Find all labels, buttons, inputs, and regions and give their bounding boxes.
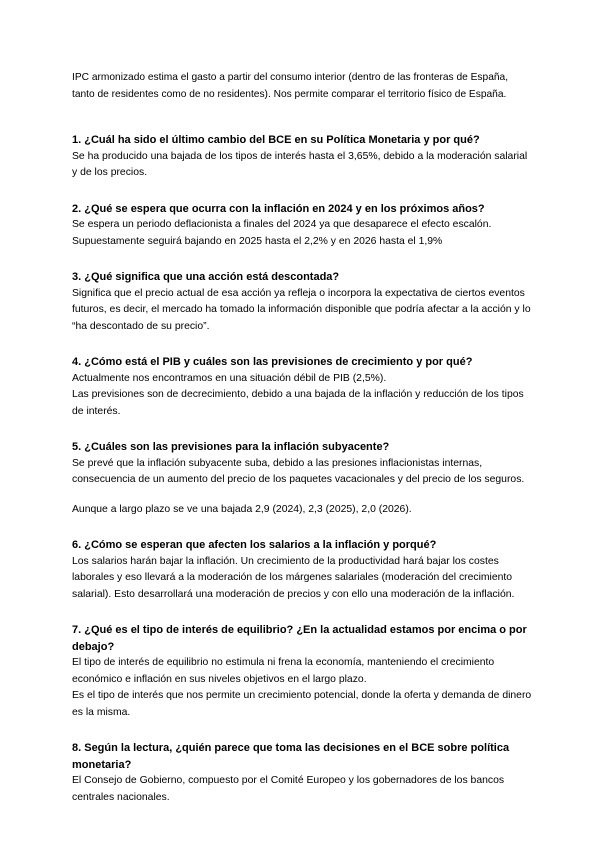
question-title: 8. Según la lectura, ¿quién parece que toma las decisiones en el BCE sobre política monetaria? xyxy=(72,742,510,771)
question-title: 6. ¿Cómo se esperan que afecten los salarios a la inflación y porqué? xyxy=(72,539,437,551)
question-answer: Los salarios harán bajar la inflación. Un crecimiento de la productividad hará bajar los costes laborales y eso llevará a la moderación de los márgenes salariales (moderación del crecimiento salarial). Esto desarrollará una moderación de precios y con ello una moderación de la inflación. xyxy=(72,555,515,600)
question-2 xyxy=(72,201,532,251)
question-title: 5. ¿Cuáles son las previsiones para la inflación subyacente? xyxy=(72,441,390,453)
question-answer: Se prevé que la inflación subyacente suba, debido a las presiones inflacionistas internas, consecuencia de un aumento del precio de los paquetes vacacionales y del precio de los seguros. xyxy=(72,457,525,485)
question-title: 4. ¿Cómo está el PIB y cuáles son las previsiones de crecimiento y por qué? xyxy=(72,356,473,368)
intro-paragraph: IPC armonizado estima el gasto a partir del consumo interior (dentro de las fronteras de España, tanto de residentes como de no residentes). Nos permite comparar el territorio físico de España. xyxy=(72,72,509,100)
question-title: 3. ¿Qué significa que una acción está descontada? xyxy=(72,271,340,283)
question-answer: El tipo de interés de equilibrio no estimula ni frena la economía, manteniendo el crecimiento económico e inflación en sus niveles objetivos en el largo plazo. xyxy=(72,657,495,685)
question-title: 2. ¿Qué se espera que ocurra con la inflación en 2024 y en los próximos años? xyxy=(72,202,485,215)
question-answer: Significa que el precio actual de esa acción ya refleja o incorpora la expectativa de ciertos eventos futuros, es decir, el mercado ha tomado la información disponible que podría afectar a la acción y lo “ha descontado de su precio”. xyxy=(72,287,531,332)
document-body xyxy=(72,70,532,806)
question-answer-extra: Aunque a largo plazo se ve una bajada 2,9 (2024), 2,3 (2025), 2,0 (2026). xyxy=(72,503,412,515)
question-title: 1. ¿Cuál ha sido el último cambio del BCE en su Política Monetaria y por qué? xyxy=(72,134,480,146)
question-1 xyxy=(72,132,532,182)
question-8 xyxy=(72,740,532,806)
question-6 xyxy=(72,537,532,603)
question-7 xyxy=(72,622,532,721)
question-answer: Las previsiones son de decrecimiento, debido a una bajada de la inflación y reducción de los tipos de interés. xyxy=(72,389,524,417)
question-4 xyxy=(72,354,532,420)
question-answer: Se ha producido una bajada de los tipos de interés hasta el 3,65%, debido a la moderación salarial y de los precios. xyxy=(72,150,528,178)
question-3 xyxy=(72,269,532,335)
question-answer: Es el tipo de interés que nos permite un crecimiento potencial, donde la oferta y demanda de dinero es la misma. xyxy=(72,690,532,718)
question-answer: El Consejo de Gobierno, compuesto por el Comité Europeo y los gobernadores de los bancos centrales nacionales. xyxy=(72,775,505,803)
question-answer: Actualmente nos encontramos en una situación débil de PIB (2,5%). xyxy=(72,372,387,384)
question-title: 7. ¿Qué es el tipo de interés de equilibrio? ¿En la actualidad estamos por encima o por debajo? xyxy=(72,624,527,653)
question-answer: Se espera un periodo deflacionista a finales del 2024 ya que desaparece el efecto escalón. Supuestamente seguirá bajando en 2025 hasta el 2,2% y en 2026 hasta el 1,9% xyxy=(72,219,492,247)
question-5 xyxy=(72,439,532,518)
